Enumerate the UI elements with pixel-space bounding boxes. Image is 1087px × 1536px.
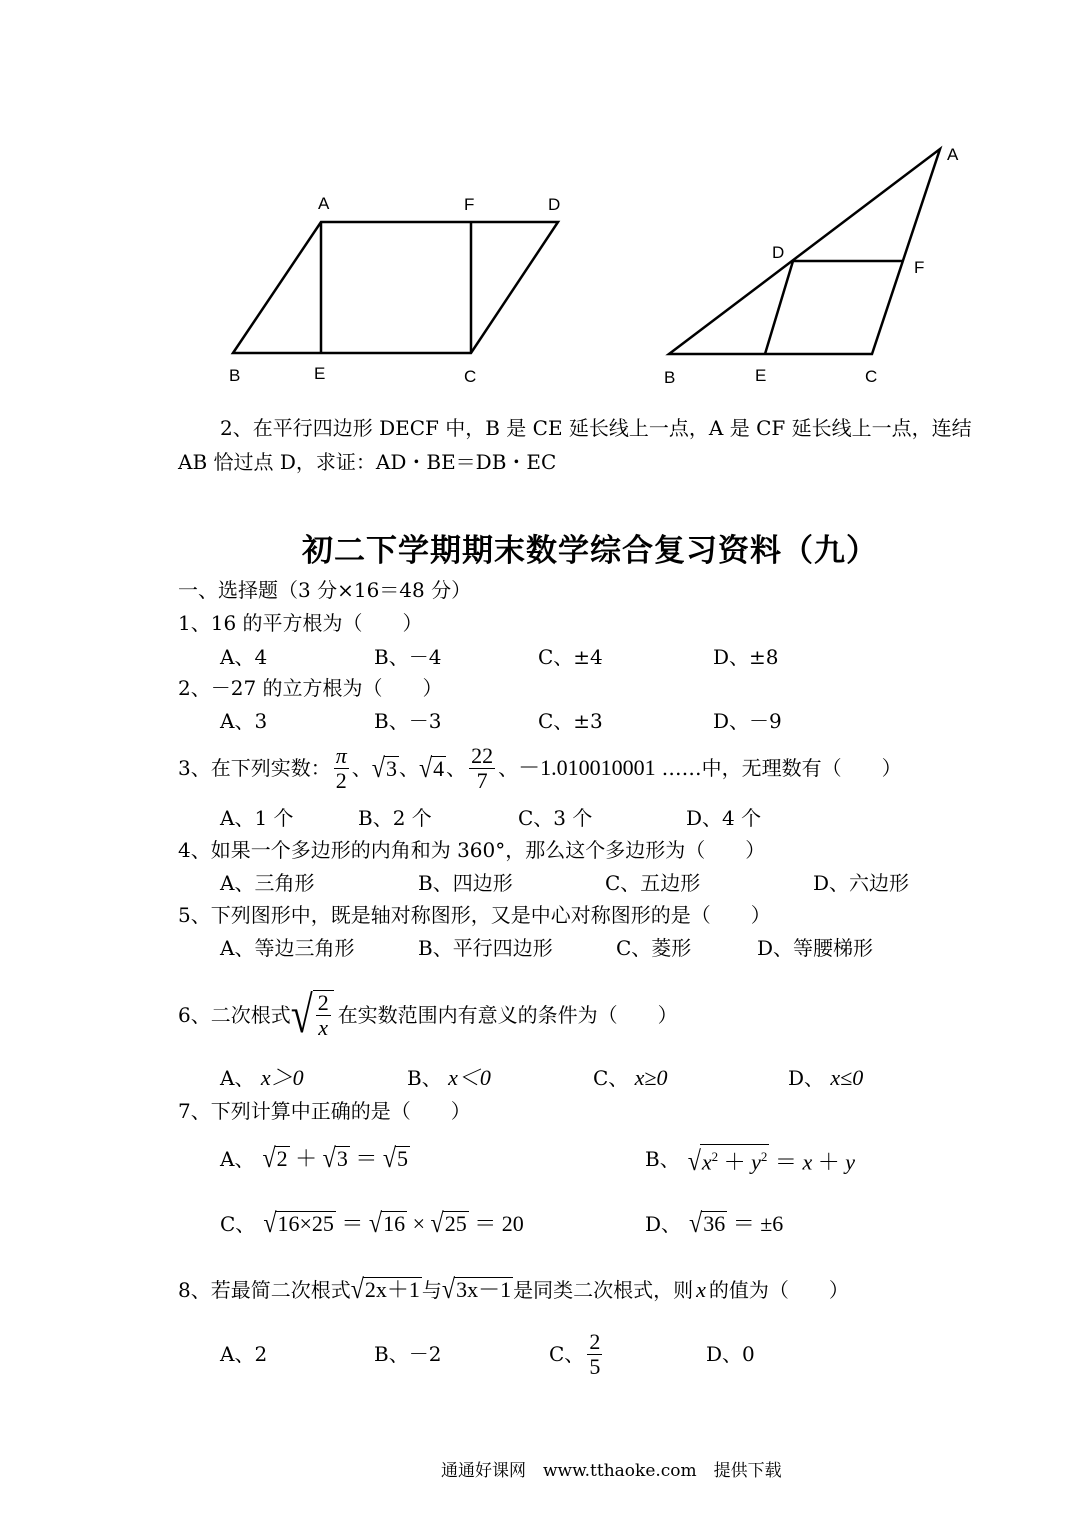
q7-option-d: D、 √36 ＝ ±6 [645,1209,784,1239]
fig2-label-b: B [664,368,676,387]
q8-stem: 8、若最简二次根式 √2x＋1 与 √3x－1 是同类二次根式，则 x 的值为（ ） [178,1275,849,1305]
page-title: 初二下学期期末数学综合复习资料（九） [302,533,878,569]
q5-option-d: D、等腰梯形 [757,936,874,960]
q1-option-a: A、4 [220,645,268,669]
q6-radical: √ $\frac{2}{x}$ [291,990,334,1040]
q2-stem: 2、－27 的立方根为（ ） [178,676,443,700]
q2-option-d: D、－9 [713,709,782,733]
q4-option-d: D、六边形 [813,871,910,895]
q4-option-c: C、五边形 [605,871,701,895]
q5-stem: 5、下列图形中，既是轴对称图形，又是中心对称图形的是（ ） [178,903,771,927]
q3-sqrt3: √3 [371,753,397,784]
q4-option-b: B、四边形 [418,871,513,895]
page-footer: 通通好课网 www.tthaoke.com 提供下载 [441,1461,782,1481]
q3-option-b: B、2 个 [358,806,432,830]
q3-option-a: A、1 个 [220,806,294,830]
q8-option-b: B、－2 [374,1342,442,1366]
q6-option-c: C、 x≥0 [593,1065,668,1090]
q2-option-a: A、3 [220,709,268,733]
fig1-label-f: F [464,195,475,214]
q6-option-d: D、 x≤0 [788,1065,864,1090]
q4-option-a: A、三角形 [220,871,315,895]
q1-option-c: C、±4 [538,645,603,669]
q2-option-c: C、±3 [538,709,603,733]
q3-option-c: C、3 个 [518,806,593,830]
fig2-label-c: C [865,367,878,386]
q3-option-d: D、4 个 [686,806,762,830]
fig2-label-f: F [914,258,925,277]
q5-option-b: B、平行四边形 [418,936,553,960]
q3-decimal: －1.010010001 [518,755,656,780]
q7-stem: 7、下列计算中正确的是（ ） [178,1099,471,1123]
fig2-label-e: E [755,366,767,385]
fig1-label-e: E [314,364,326,383]
q1-stem: 1、16 的平方根为（ ） [178,611,423,635]
q8-option-a: A、2 [220,1342,268,1366]
figure-triangle [655,135,955,365]
fig2-label-a: A [947,145,959,164]
q6-option-a: A、 x＞0 [220,1065,304,1090]
fig1-label-a: A [318,194,330,213]
q3-suffix: ……中，无理数有（ ） [661,756,902,780]
q6-option-b: B、 x＜0 [407,1065,491,1090]
fig1-label-b: B [229,366,241,385]
q5-option-c: C、菱形 [616,936,692,960]
q3-sqrt4: √4 [418,753,445,784]
q7-option-b: B、 $√x^2 + y^2 = x + y$ [645,1144,855,1174]
q1-option-d: D、±8 [713,645,779,669]
q3-stem: 3、在下列实数： $\frac{\pi}{2}$ 、 √3 、 √4 、 $\frac{22}{7}$ 、 －1.010010001 ……中，无理数有（ ） [178,742,902,793]
q3-fraction-pi: $\frac{\pi}{2}$ [335,742,347,793]
q1-option-b: B、－4 [374,645,442,669]
figure-parallelogram [215,190,585,390]
q7-option-a: A、 √2 ＋ √3 ＝ √5 [220,1144,408,1174]
fig1-label-c: C [464,367,477,386]
q3-prefix: 3、在下列实数： [178,756,331,780]
problem2-line2: AB 恰过点 D，求证：AD・BE＝DB・EC [178,450,557,474]
fig1-label-d: D [548,195,561,214]
q5-option-a: A、等边三角形 [220,936,355,960]
q8-option-d: D、0 [706,1342,755,1366]
q4-stem: 4、如果一个多边形的内角和为 360°，那么这个多边形为（ ） [178,838,766,862]
q6-stem: 6、二次根式 √ $\frac{2}{x}$ 在实数范围内有意义的条件为（ ） [178,985,678,1044]
section-heading: 一、选择题（3 分×16＝48 分） [178,578,472,602]
q2-option-b: B、－3 [374,709,442,733]
q7-option-c: C、 √16×25 ＝ √16 × √25 ＝ 20 [220,1209,524,1239]
fig2-label-d: D [772,243,785,262]
q8-option-c: C、 $\frac{2}{5}$ [549,1328,601,1379]
problem2-line1: 2、在平行四边形 DECF 中，B 是 CE 延长线上一点，A 是 CF 延长线上一点，连结 [220,416,972,440]
q3-fraction-22-7: $\frac{22}{7}$ [471,742,494,793]
